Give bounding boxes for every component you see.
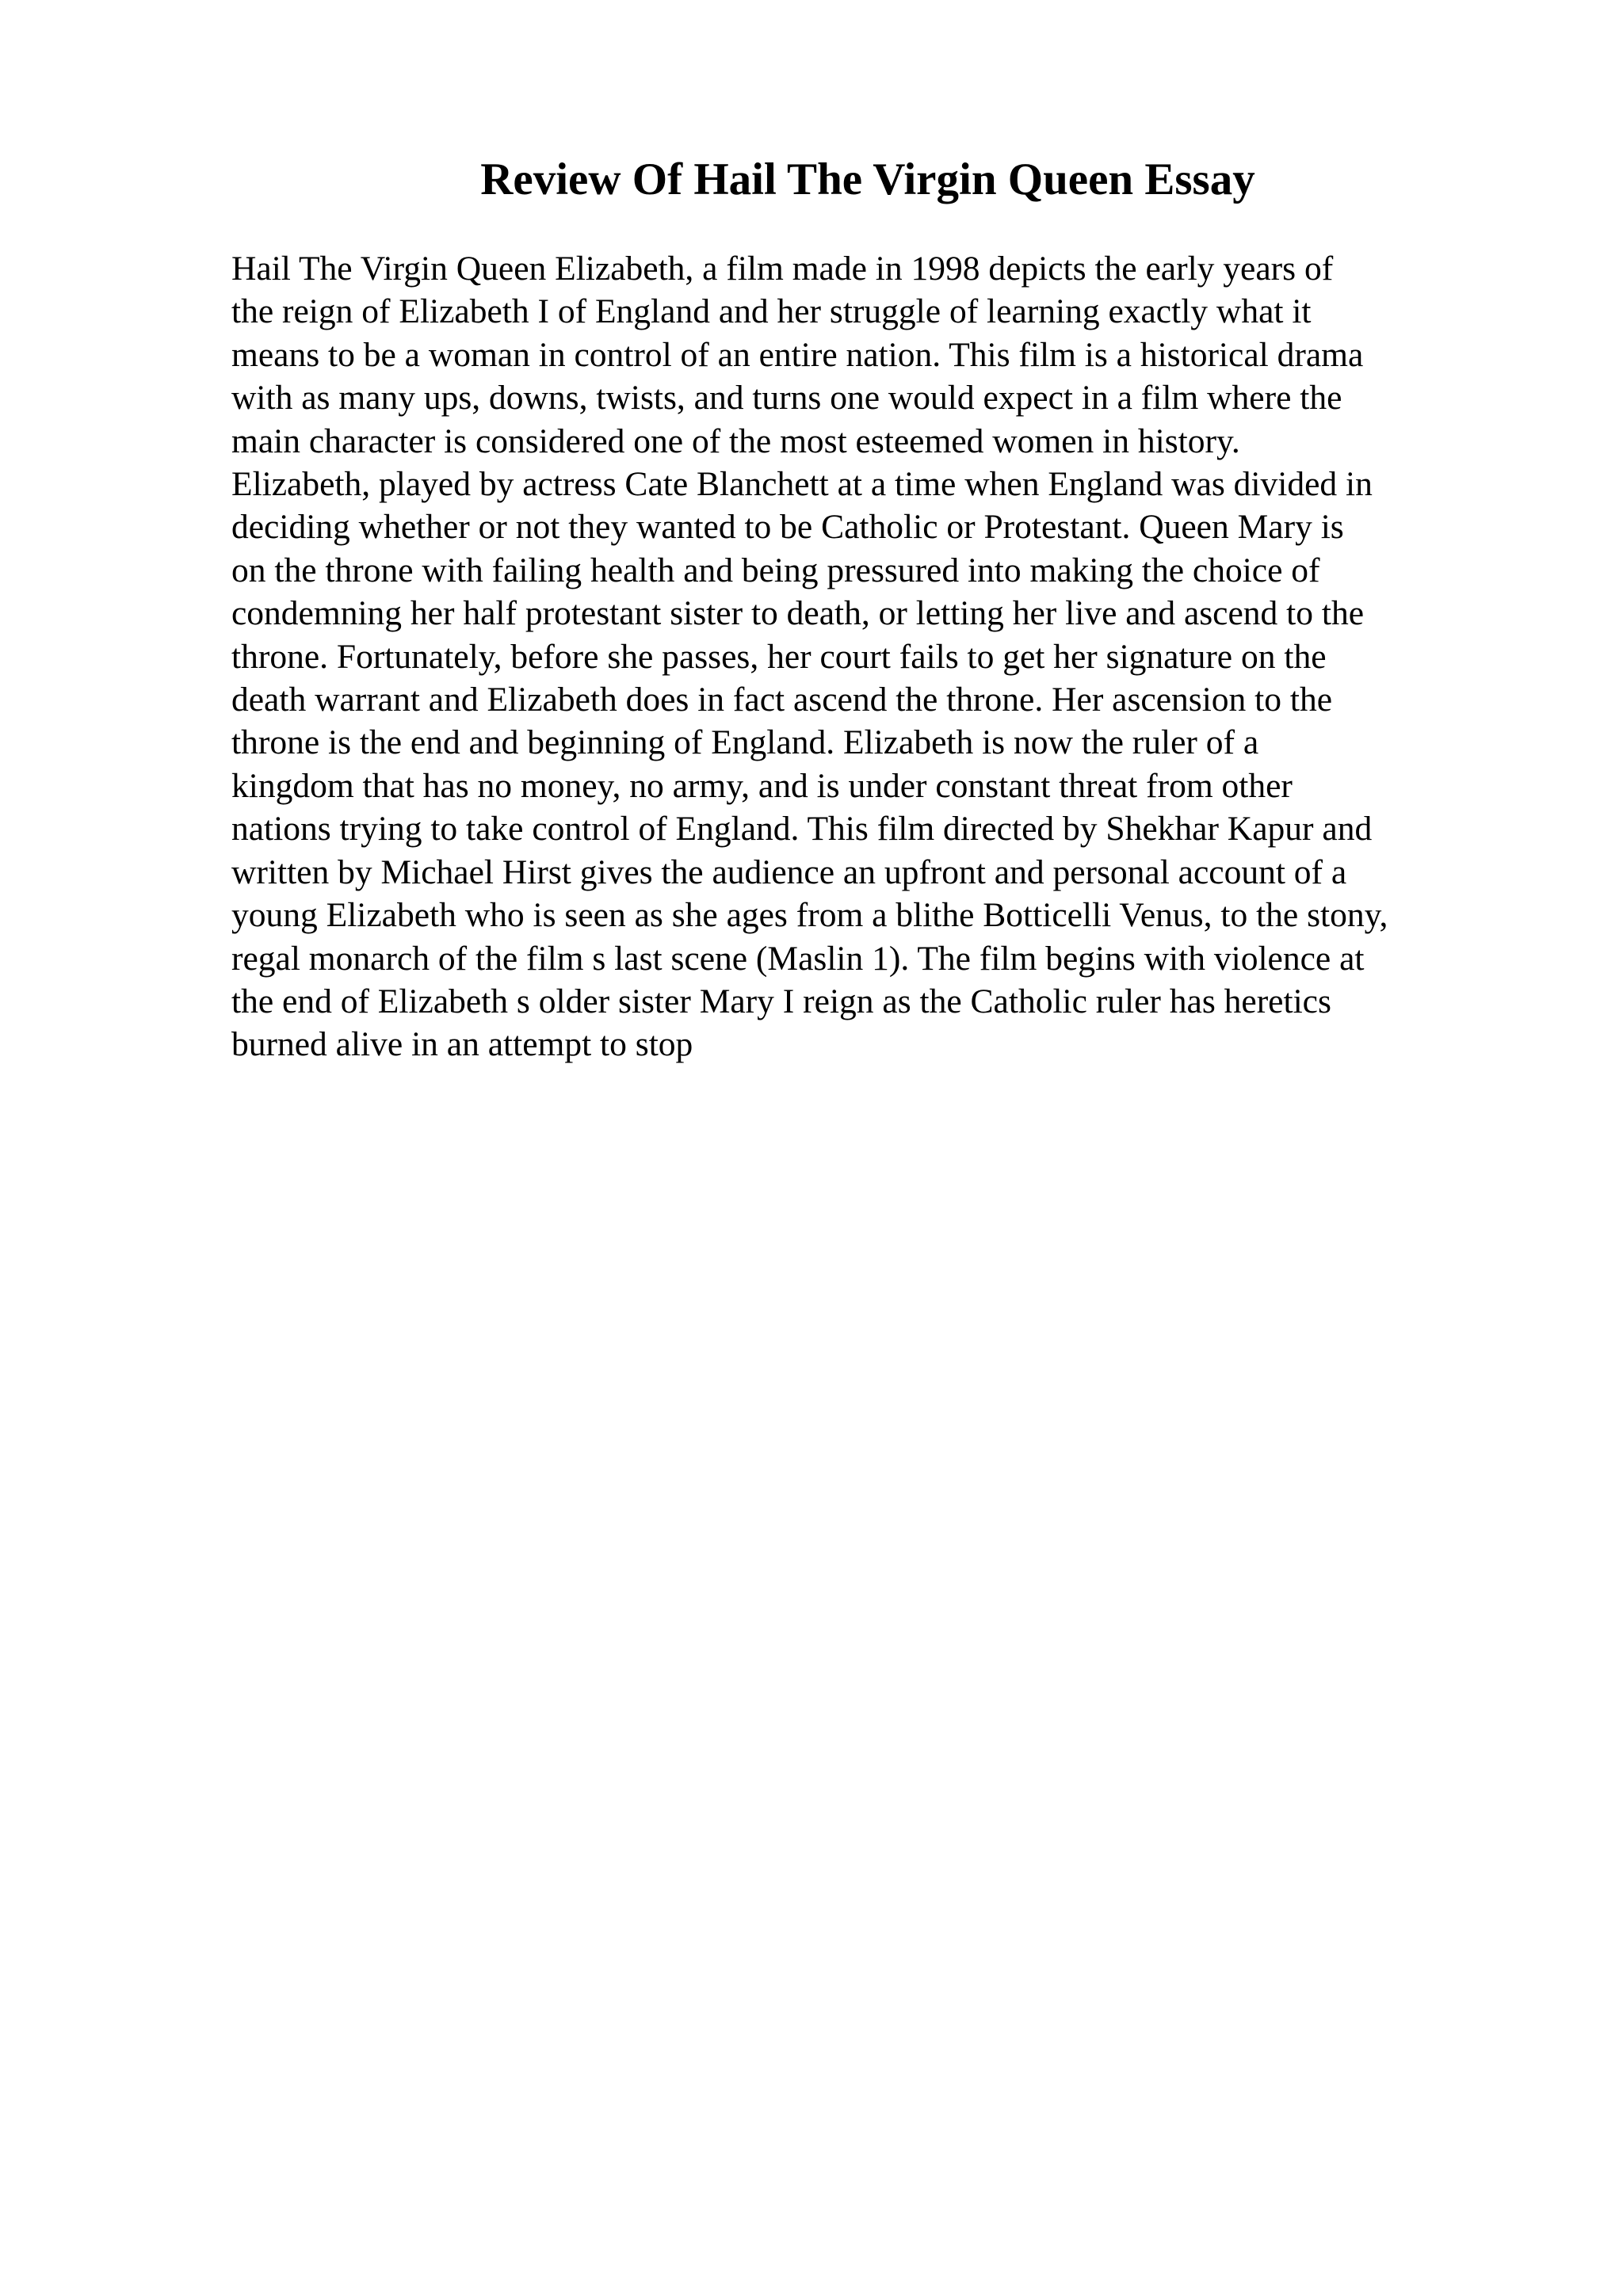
essay-line: condemning her half protestant sister to death, or letting her live and ascend to the [231, 594, 1365, 633]
essay-line: burned alive in an attempt to stop [231, 1025, 693, 1064]
essay-line: throne. Fortunately, before she passes, her court fails to get her signature on the [231, 637, 1327, 676]
essay-line: means to be a woman in control of an entire nation. This film is a historical drama [231, 335, 1364, 374]
essay-line: throne is the end and beginning of England. Elizabeth is now the ruler of a [231, 723, 1259, 762]
essay-body [231, 247, 1499, 1066]
essay-line: nations trying to take control of England. This film directed by Shekhar Kapur and [231, 810, 1373, 849]
essay-line: on the throne with failing health and being pressured into making the choice of [231, 551, 1320, 589]
essay-line: kingdom that has no money, no army, and is under constant threat from other [231, 766, 1293, 805]
essay-line: written by Michael Hirst gives the audience an upfront and personal account of a [231, 852, 1347, 891]
essay-line: regal monarch of the film s last scene (Maslin 1). The film begins with violence at [231, 939, 1365, 978]
essay-line: the reign of Elizabeth I of England and her struggle of learning exactly what it [231, 292, 1312, 331]
essay-line: deciding whether or not they wanted to be Catholic or Protestant. Queen Mary is [231, 508, 1344, 547]
essay-line: the end of Elizabeth s older sister Mary I reign as the Catholic ruler has heretics [231, 982, 1331, 1020]
essay-line: with as many ups, downs, twists, and turns one would expect in a film where the [231, 379, 1342, 418]
document-title: Review Of Hail The Virgin Queen Essay [480, 154, 1255, 204]
essay-line: Elizabeth, played by actress Cate Blanchett at a time when England was divided in [231, 465, 1373, 504]
essay-line: death warrant and Elizabeth does in fact ascend the throne. Her ascension to the [231, 681, 1333, 719]
essay-line: main character is considered one of the most esteemed women in history. [231, 421, 1240, 460]
essay-line: Hail The Virgin Queen Elizabeth, a film made in 1998 depicts the early years of [231, 250, 1334, 288]
essay-line: young Elizabeth who is seen as she ages from a blithe Botticelli Venus, to the stony, [231, 896, 1388, 935]
